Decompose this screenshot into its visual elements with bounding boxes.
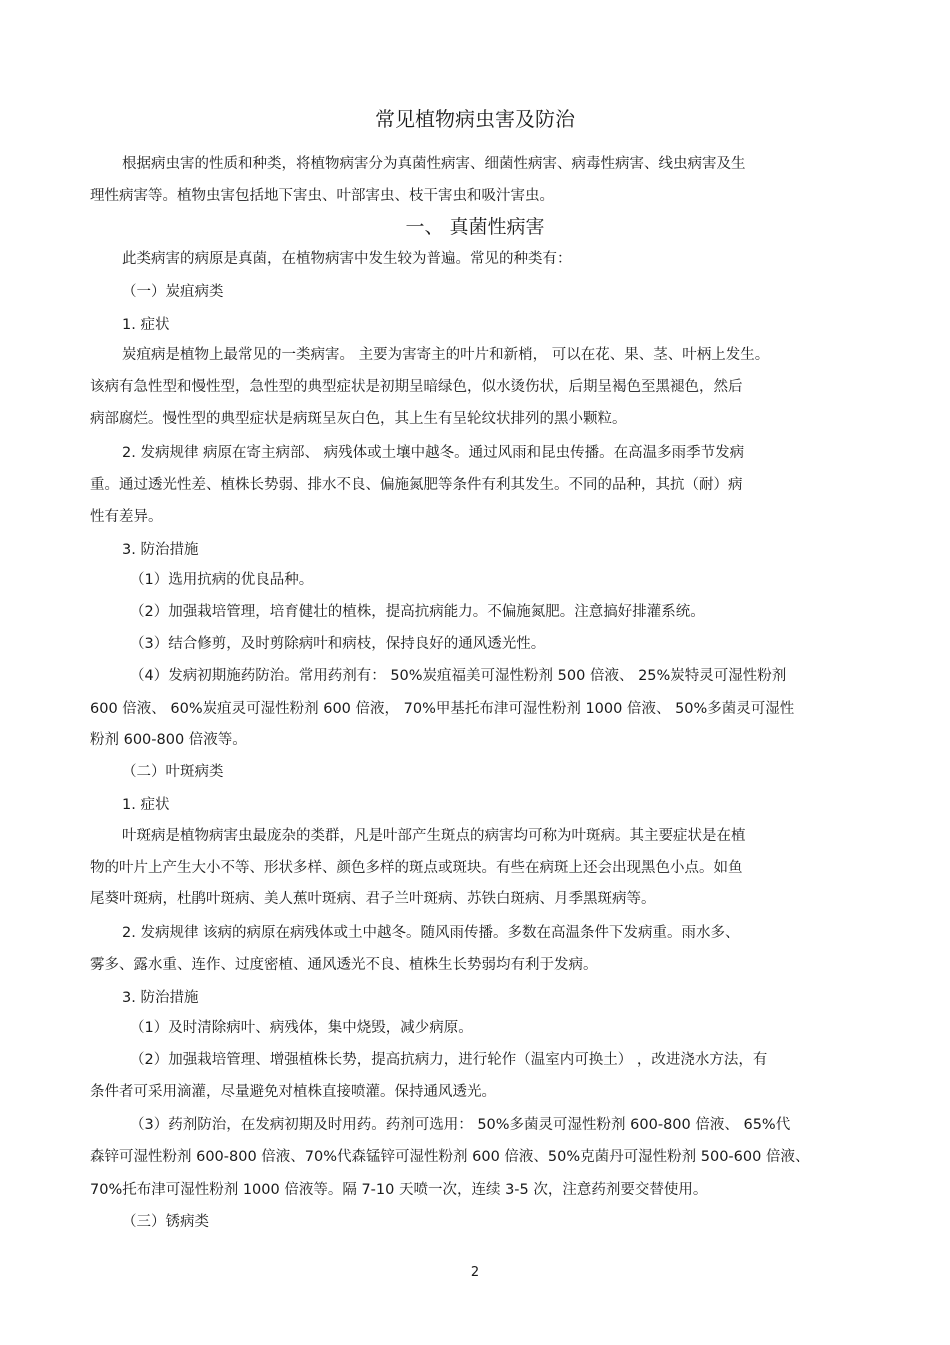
subsection-heading-leaf-spot: （二）叶斑病类 [122, 764, 224, 780]
section-lead: 此类病害的病原是真菌，在植物病害中发生较为普遍。常见的种类有： [122, 251, 572, 267]
symptom-heading: 1. 症状 [122, 317, 170, 333]
list-item: （1）选用抗病的优良品种。 [130, 572, 314, 588]
paragraph-line: 条件者可采用滴灌，尽量避免对植株直接喷灌。保持通风透光。 [90, 1084, 496, 1100]
paragraph-line: 物的叶片上产生大小不等、形状多样、颜色多样的斑点或斑块。有些在病斑上还会出现黑色小点。如鱼 [90, 860, 743, 876]
paragraph-line: 该病有急性型和慢性型，急性型的典型症状是初期呈暗绿色，似水烫伤状，后期呈褐色至黑褪色，然后 [90, 379, 743, 395]
list-item: （3）药剂防治，在发病初期及时用药。药剂可选用： 50%多菌灵可湿性粉剂 600-800 倍液、 65%代 [130, 1117, 791, 1133]
paragraph-line: 叶斑病是植物病害虫最庞杂的类群，凡是叶部产生斑点的病害均可称为叶斑病。其主要症状是在植 [122, 828, 746, 844]
list-item: （4）发病初期施药防治。常用药剂有： 50%炭疽福美可湿性粉剂 500 倍液、 25%炭特灵可湿性粉剂 [130, 668, 787, 684]
paragraph-line: 病部腐烂。慢性型的典型症状是病斑呈灰白色，其上生有呈轮纹状排列的黑小颗粒。 [90, 411, 627, 427]
control-heading: 3. 防治措施 [122, 990, 199, 1006]
intro-line-1: 根据病虫害的性质和种类，将植物病害分为真菌性病害、细菌性病害、病毒性病害、线虫病害及生 [122, 156, 746, 172]
list-item: （3）结合修剪，及时剪除病叶和病枝，保持良好的通风透光性。 [130, 636, 546, 652]
paragraph-line: 森锌可湿性粉剂 600-800 倍液、70%代森锰锌可湿性粉剂 600 倍液、50%克菌丹可湿性粉剂 500-600 倍液、 [90, 1149, 810, 1165]
paragraph-line: 尾葵叶斑病，杜鹃叶斑病、美人蕉叶斑病、君子兰叶斑病、苏铁白斑病、月季黑斑病等。 [90, 891, 656, 907]
subsection-heading-rust: （三）锈病类 [122, 1214, 209, 1230]
paragraph-line: 雾多、露水重、连作、过度密植、通风透光不良、植株生长势弱均有利于发病。 [90, 957, 598, 973]
control-heading: 3. 防治措施 [122, 542, 199, 558]
section-heading-fungal: 一、 真菌性病害 [405, 216, 545, 238]
intro-line-2: 理性病害等。植物虫害包括地下害虫、叶部害虫、枝干害虫和吸汁害虫。 [90, 188, 554, 204]
paragraph-line: 粉剂 600-800 倍液等。 [90, 732, 247, 748]
list-item: （2）加强栽培管理、增强植株长势，提高抗病力，进行轮作（温室内可换土） ，改进浇水方法，有 [130, 1052, 768, 1068]
symptom-heading: 1. 症状 [122, 797, 170, 813]
paragraph-line: 70%托布津可湿性粉剂 1000 倍液等。隔 7-10 天喷一次，连续 3-5 次，注意药剂要交替使用。 [90, 1182, 708, 1198]
paragraph-line: 600 倍液、 60%炭疽灵可湿性粉剂 600 倍液， 70%甲基托布津可湿性粉剂 1000 倍液、 50%多菌灵可湿性 [90, 701, 795, 717]
paragraph-line: 性有差异。 [90, 509, 163, 525]
paragraph-line: 2. 发病规律 病原在寄主病部、 病残体或土壤中越冬。通过风雨和昆虫传播。在高温多雨季节发病 [122, 445, 745, 461]
page-number: 2 [470, 1265, 480, 1280]
paragraph-line: 重。通过透光性差、植株长势弱、排水不良、偏施氮肥等条件有利其发生。不同的品种，其抗（耐）病 [90, 477, 743, 493]
paragraph-line: 炭疽病是植物上最常见的一类病害。 主要为害寄主的叶片和新梢， 可以在花、果、茎、叶柄上发生。 [122, 347, 770, 363]
subsection-heading-anthracnose: （一）炭疽病类 [122, 284, 224, 300]
paragraph-line: 2. 发病规律 该病的病原在病残体或土中越冬。随风雨传播。多数在高温条件下发病重。雨水多、 [122, 925, 740, 941]
list-item: （2）加强栽培管理，培育健壮的植株，提高抗病能力。不偏施氮肥。注意搞好排灌系统。 [130, 604, 705, 620]
list-item: （1）及时清除病叶、病残体，集中烧毁，减少病原。 [130, 1020, 473, 1036]
document-title: 常见植物病虫害及防治 [375, 107, 575, 131]
